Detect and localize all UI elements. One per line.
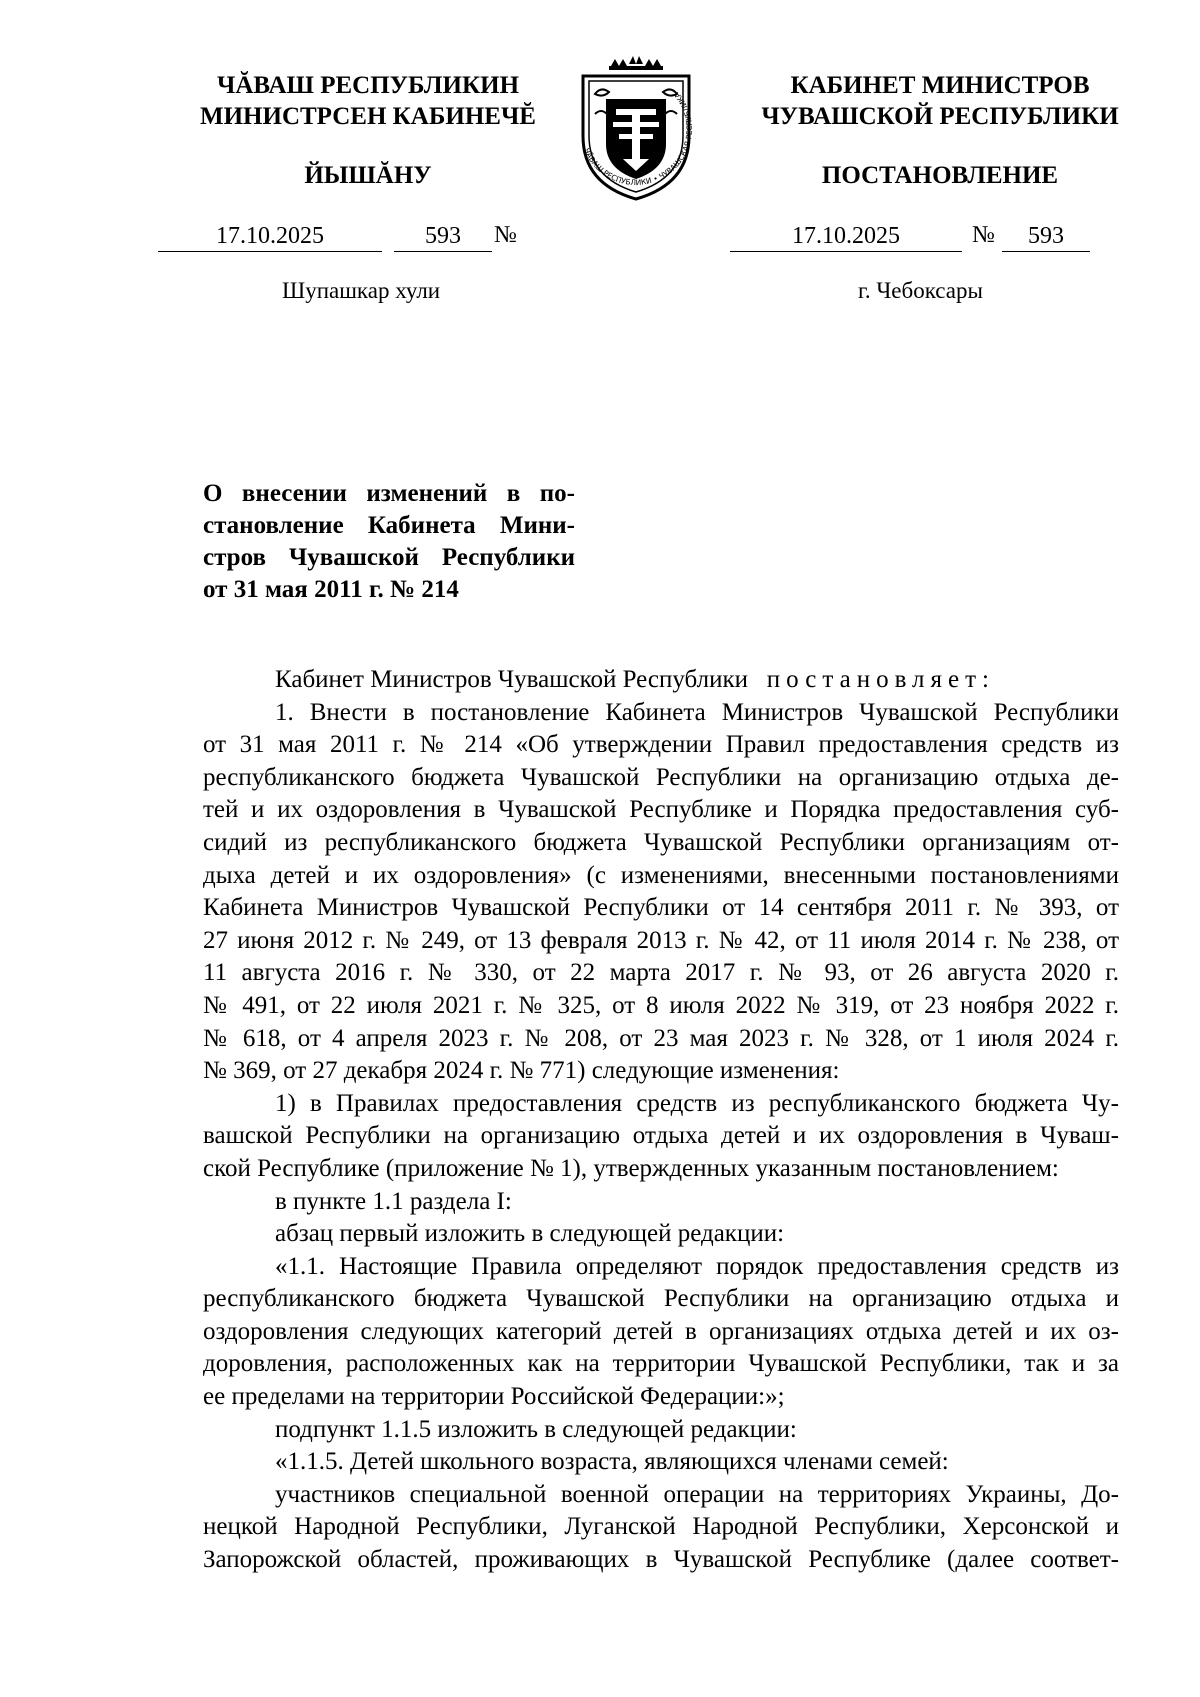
body-line: 1) в Правилах предоставления средств из республиканского бюджета Чу- (275, 1089, 1119, 1117)
body-line: дыха детей и их оздоровления» (с изменениями, внесенными постановлениями (203, 861, 1119, 889)
subject-line: становление Кабинета Мини- (203, 512, 575, 539)
body-line: Кабинета Министров Чувашской Республики от 14 сентября 2011 г. № 393, от (203, 894, 1119, 922)
reg-left-number-sign: № (494, 222, 517, 248)
body-line: № 491, от 22 июля 2021 г. № 325, от 8 июля 2022 № 319, от 23 ноября 2022 г. (203, 991, 1119, 1019)
preamble-text: Кабинет Министров Чувашской Республики (275, 666, 749, 693)
reg-right-number-sign: № (972, 222, 995, 248)
body-line: № 618, от 4 апреля 2023 г. № 208, от 23 мая 2023 г. № 328, от 1 июля 2024 г. (203, 1024, 1119, 1052)
body-line: «1.1. Настоящие Правила определяют порядок предоставления средств из (275, 1252, 1119, 1280)
subject-line: О внесении изменений в по- (203, 480, 575, 507)
document-subject (203, 478, 575, 606)
place-left: Шупашкар хули (282, 278, 441, 303)
body-line: в пункте 1.1 раздела I: (275, 1187, 512, 1215)
body-line: нецкой Народной Республики, Луганской Народной Республики, Херсонской и (203, 1513, 1119, 1541)
header-right-line1: КАБИНЕТ МИНИСТРОВ (790, 72, 1090, 99)
body-line: 11 августа 2016 г. № 330, от 22 марта 2017 г. № 93, от 26 августа 2020 г. (203, 959, 1119, 987)
body-line: абзац первый изложить в следующей редакции: (275, 1220, 785, 1248)
body-line: сидий из республиканского бюджета Чувашской Республики организациям от- (203, 828, 1119, 856)
reg-left-number: 593 (394, 221, 492, 252)
body-line: республиканского бюджета Чувашской Республики на организацию отдыха и (203, 1285, 1119, 1313)
preamble-verb: постановляет: (766, 666, 996, 693)
document-body (203, 664, 1119, 1577)
reg-right-date: 17.10.2025 (730, 221, 962, 252)
svg-text:ЧĂВАШ РЕСПУБЛИКИ • ЧУВАШСКАЯ Р: ЧĂВАШ РЕСПУБЛИКИ • ЧУВАШСКАЯ РЕСПУБЛИКА (582, 90, 695, 188)
body-line: 1. Внести в постановление Кабинета Министров Чувашской Республики (275, 698, 1119, 726)
body-line: № 369, от 27 декабря 2024 г. № 771) следующие изменения: (203, 1057, 840, 1085)
registration-left (158, 218, 518, 252)
reg-left-date: 17.10.2025 (158, 221, 382, 252)
header-left-line1: ЧĂВАШ РЕСПУБЛИКИН (216, 72, 520, 99)
body-line: от 31 мая 2011 г. № 214 «Об утверждении Правил предоставления средств из (203, 731, 1119, 759)
subject-line: стров Чувашской Республики (203, 544, 575, 571)
body-line: ее пределами на территории Российской Федерации:»; (203, 1383, 785, 1411)
chuvashia-coat-of-arms-icon (561, 54, 711, 204)
body-line: Запорожской областей, проживающих в Чувашской Республике (далее соответ- (203, 1546, 1119, 1574)
subject-line: от 31 мая 2011 г. № 214 (203, 576, 459, 603)
body-line: оздоровления следующих категорий детей в организациях отдыха детей и их оз- (203, 1317, 1119, 1345)
registration-right (730, 218, 1120, 252)
body-line: ской Республике (приложение № 1), утвержденных указанным постановлением: (203, 1154, 1059, 1182)
header-left-line2: МИНИСТРСЕН КАБИНЕЧĔ (200, 103, 536, 130)
place-right: г. Чебоксары (858, 278, 983, 303)
body-line: республиканского бюджета Чувашской Республики на организацию отдыха де- (203, 763, 1119, 791)
reg-right-number: 593 (1002, 221, 1090, 252)
body-preamble (203, 664, 1119, 697)
body-lines (203, 697, 1119, 1577)
header-right-line2: ЧУВАШСКОЙ РЕСПУБЛИКИ (761, 103, 1119, 130)
body-line: 27 июня 2012 г. № 249, от 13 февраля 2013 г. № 42, от 11 июля 2014 г. № 238, от (203, 926, 1119, 954)
body-line: тей и их оздоровления в Чувашской Республике и Порядка предоставления суб- (203, 796, 1119, 824)
body-line: подпункт 1.1.5 изложить в следующей редакции: (275, 1415, 797, 1443)
header-right-doc-type: ПОСТАНОВЛЕНИЕ (821, 162, 1059, 189)
body-line: «1.1.5. Детей школьного возраста, являющихся членами семей: (275, 1448, 949, 1476)
body-line: вашской Республики на организацию отдыха детей и их оздоровления в Чуваш- (203, 1122, 1119, 1150)
body-line: участников специальной военной операции на территориях Украины, До- (275, 1480, 1119, 1508)
header-left-doc-type: ЙЫШĂНУ (304, 162, 432, 189)
body-line: доровления, расположенных как на территории Чувашской Республики, так и за (203, 1350, 1119, 1378)
